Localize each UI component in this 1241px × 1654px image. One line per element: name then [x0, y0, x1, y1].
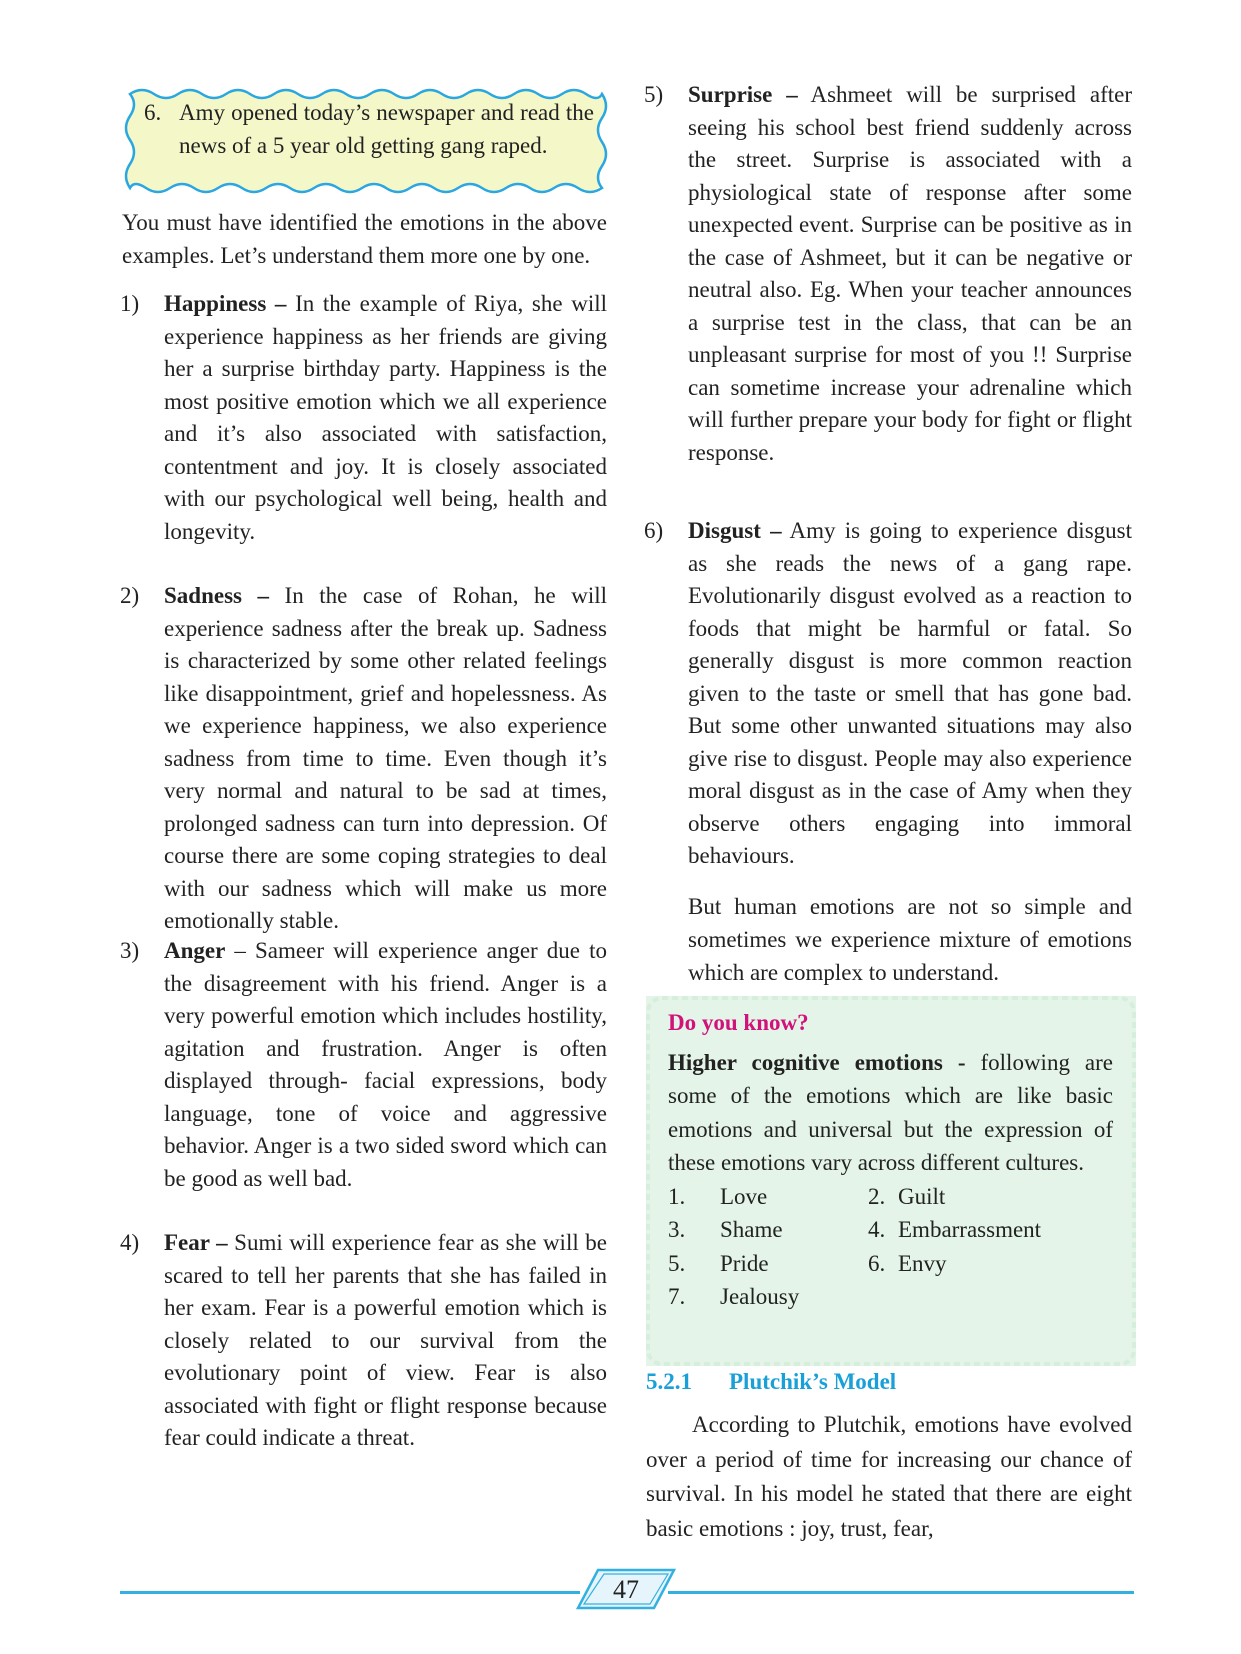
item-text: Amy is going to experience disgust as she reads the news of a gang rape. Evolutionarily disgust evolved as a reaction to foods that might be harmful or fatal. So generally disgust is more common reaction given to the taste or smell that has gone bad. But some other unwanted situations may also give rise to disgust. People may also experience moral disgust as in the case of Amy when they observe others engaging into immoral behaviours. [688, 518, 1132, 868]
emotion-item-fear [116, 1227, 607, 1455]
emotion-item-surprise [640, 79, 1132, 469]
item-term: Fear – [164, 1230, 228, 1255]
footer-rule-right [668, 1591, 1134, 1594]
list-item: 4. Embarrassment [868, 1217, 1042, 1242]
item-number: 5) [644, 82, 664, 107]
item-term: Surprise – [688, 82, 798, 107]
list-item: 5. Pride [668, 1250, 769, 1276]
item-text: In the case of Rohan, he will experience sadness after the break up. Sadness is characterized by some other related feelings like disappointment, grief and hopelessness. As we experience happiness, we also experience sadness from time to time. Even though it’s very normal and natural to be sad at times, prolonged sadness can turn into depression. Of course there are some coping strategies to deal with our sadness which will make us more emotionally stable. [164, 583, 608, 933]
emotion-item-sadness [116, 580, 607, 938]
page-number: 47 [613, 1575, 639, 1604]
list-item: 1. Love [668, 1183, 768, 1209]
item-text: In the example of Riya, she will experience happiness as her friends are giving her a surprise birthday party. Happiness is the most positive emotion which we all experience and it’s also associated with satisfaction, contentment and joy. It is closely associated with our psychological well being, health and longevity. [164, 291, 608, 544]
callout-box [122, 88, 609, 198]
section-title: Plutchik’s Model [729, 1369, 897, 1394]
list-item: 2. Guilt [868, 1183, 946, 1209]
emotion-list [668, 1180, 1113, 1314]
box-text: following are some of the emotions which are like basic emotions and universal but the expression of these emotions vary across different cultures. [668, 1049, 1114, 1175]
item-number: 4) [120, 1230, 140, 1255]
item-term: Sadness – [164, 583, 270, 608]
section-heading [646, 1369, 896, 1395]
callout-number: 6. [144, 100, 162, 125]
do-you-know-box [646, 996, 1136, 1366]
item-number: 2) [120, 583, 140, 608]
emotion-item-happiness [116, 288, 607, 548]
emotion-item-anger [116, 935, 607, 1195]
item-term: Happiness – [164, 291, 287, 316]
list-item: 7. Jealousy [668, 1284, 800, 1309]
item-text: Ashmeet will be surprised after seeing his school best friend suddenly across the street. Surprise is associated with a physiological state of response after some unexpected event. Surprise can be positive as in the case of Ashmeet, but it can be negative or neutral also. Eg. When your teacher announces a surprise test in the class, that can be an unpleasant surprise for most of you !! Surprise can sometime increase your adrenaline which will further prepare your body for fight or flight response. [688, 82, 1132, 465]
box-lead: Higher cognitive emotions - [668, 1049, 966, 1075]
item-number: 1) [120, 291, 140, 316]
item-number: 6) [644, 518, 664, 543]
list-item: 6. Envy [868, 1250, 947, 1276]
item-text: Sumi will experience fear as she will be scared to tell her parents that she has failed in her exam. Fear is a powerful emotion which is closely related to our survival from the evolutionary point of view. Fear is also associated with fight or flight response because fear could indicate a threat. [164, 1230, 607, 1450]
item-term: Anger [164, 938, 226, 963]
item-term: Disgust – [688, 518, 782, 543]
callout-text: Amy opened today’s newspaper and read the news of a 5 year old getting gang raped. [179, 100, 594, 158]
list-item: 3. Shame [668, 1217, 783, 1242]
section-paragraph: According to Plutchik, emotions have evolved over a period of time for increasing our chance of survival. In his model he stated that there are eight basic emotions : joy, trust, fear, [646, 1412, 1132, 1541]
box-title: Do you know? [668, 1010, 809, 1035]
closing-paragraph: But human emotions are not so simple and sometimes we experience mixture of emotions which are complex to understand. [688, 894, 1132, 985]
intro-paragraph: You must have identified the emotions in the above examples. Let’s understand them more one by one. [122, 210, 607, 268]
item-text: – Sameer will experience anger due to the disagreement with his friend. Anger is a very powerful emotion which includes hostility, agitation and frustration. Anger is often displayed through- facial expressions, body language, tone of voice and aggressive behavior. Anger is a two sided sword which can be good as well bad. [164, 938, 607, 1191]
footer-rule-left [120, 1591, 580, 1594]
section-number: 5.2.1 [646, 1369, 692, 1394]
item-number: 3) [120, 938, 140, 963]
emotion-item-disgust [640, 515, 1132, 873]
